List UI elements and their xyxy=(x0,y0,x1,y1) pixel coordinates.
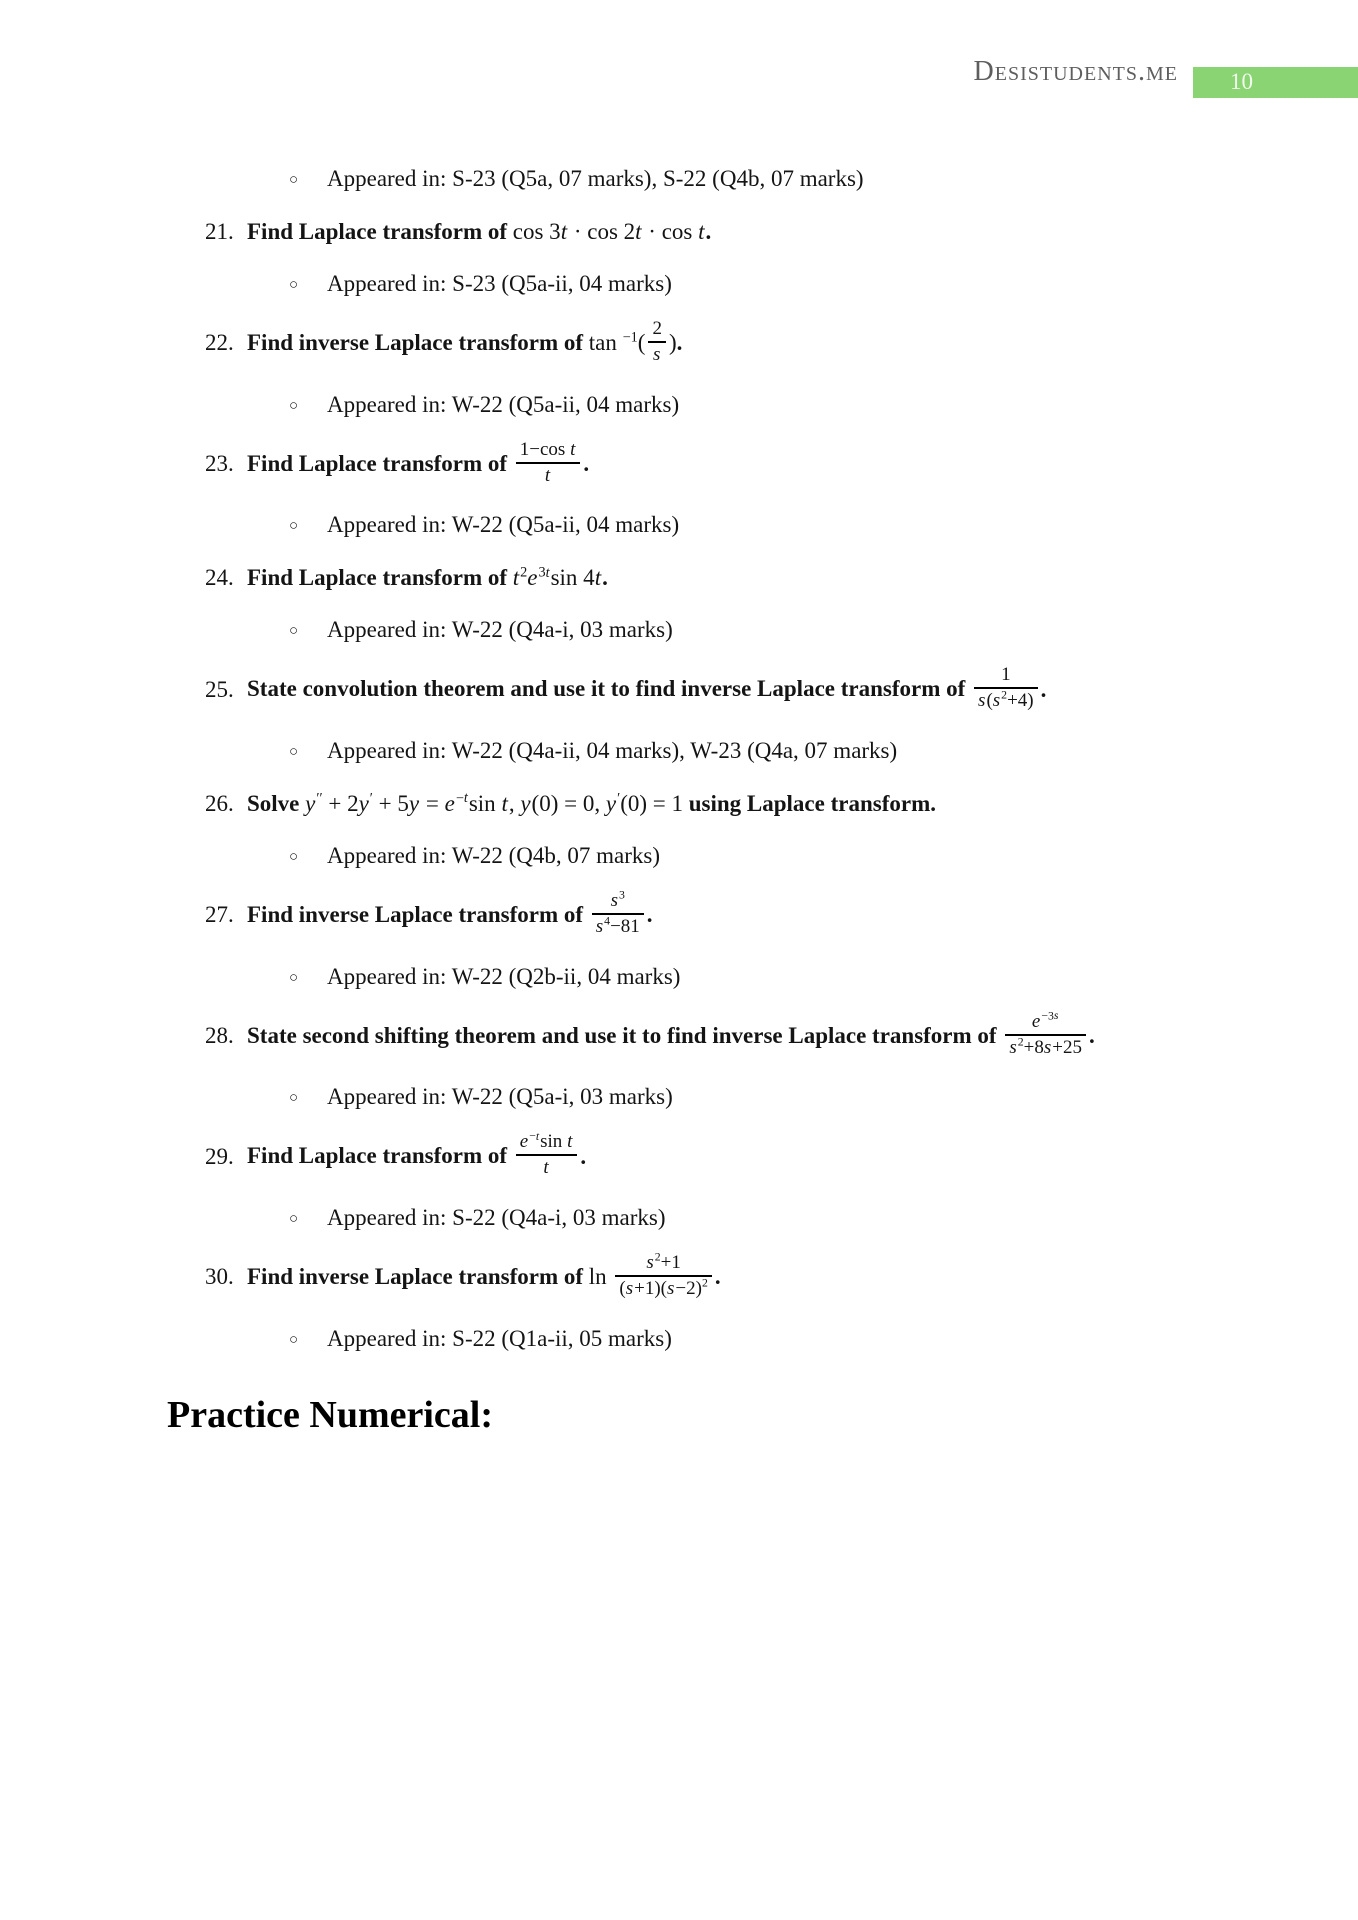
appeared-bullet xyxy=(0,268,1358,301)
question-item xyxy=(0,562,1358,594)
circle-bullet-icon: ○ xyxy=(289,849,299,866)
question-math: $\frac{e^{-t}\sin t}{t}$ . xyxy=(513,1144,586,1169)
appeared-text: Appeared in: W-22 (Q4a-i, 03 marks) xyxy=(327,617,673,643)
question-lead: Solve xyxy=(247,791,306,817)
circle-bullet-icon: ○ xyxy=(289,969,299,986)
circle-bullet-icon: ○ xyxy=(289,744,299,761)
question-item xyxy=(0,1130,1358,1182)
question-lead: Find inverse Laplace transform of xyxy=(247,1264,589,1290)
appeared-bullet xyxy=(0,509,1358,542)
question-math: $t^2e^{3t}\sin$ 4t. xyxy=(512,564,608,591)
question-number: 30. xyxy=(205,1264,234,1290)
question-item xyxy=(0,318,1358,369)
question-number: 23. xyxy=(205,450,234,476)
question-number: 27. xyxy=(205,902,234,928)
appeared-bullet xyxy=(0,1202,1358,1235)
site-name: Desistudents.me xyxy=(973,56,1178,87)
question-lead: State convolution theorem and use it to find inverse Laplace transform of xyxy=(247,676,972,702)
appeared-bullet xyxy=(0,1081,1358,1114)
question-math: $\frac{e^{-3s}}{s^2+8s+25}$ . xyxy=(1002,1023,1094,1048)
appeared-text: Appeared in: W-22 (Q5a-i, 03 marks) xyxy=(327,1084,673,1110)
question-item xyxy=(0,216,1358,248)
question-number: 22. xyxy=(205,330,234,356)
circle-bullet-icon: ○ xyxy=(289,277,299,293)
circle-bullet-icon: ○ xyxy=(289,172,299,188)
question-list xyxy=(0,163,1358,1436)
question-number: 25. xyxy=(205,676,234,702)
appeared-text: Appeared in: S-23 (Q5a-ii, 04 marks) xyxy=(327,271,672,296)
question-item xyxy=(0,1009,1358,1062)
circle-bullet-icon: ○ xyxy=(289,397,299,414)
question-math: tan $^{-1}$( $\frac{2}{s}$ ). xyxy=(588,318,683,365)
circle-bullet-icon: ○ xyxy=(289,1090,299,1107)
question-number: 24. xyxy=(205,565,234,591)
question-item xyxy=(0,1250,1358,1303)
appeared-text: Appeared in: W-22 (Q2b-ii, 04 marks) xyxy=(327,963,681,989)
appeared-text: Appeared in: W-22 (Q5a-ii, 04 marks) xyxy=(327,512,680,538)
appeared-text: Appeared in: S-22 (Q4a-i, 03 marks) xyxy=(327,1205,666,1231)
circle-bullet-icon: ○ xyxy=(289,518,299,535)
question-item xyxy=(0,788,1358,820)
question-item xyxy=(0,888,1358,941)
question-number: 28. xyxy=(205,1022,234,1048)
question-math: $\frac{s^3}{s^4-81}$ . xyxy=(589,902,653,927)
page-number: 10 xyxy=(1230,69,1253,94)
appeared-text: Appeared in: W-22 (Q4a-ii, 04 marks), W-23 (Q4a, 07 marks) xyxy=(327,738,898,764)
question-math: $\frac{1}{s(s^2+4)}$ . xyxy=(971,677,1046,702)
question-item xyxy=(0,664,1358,715)
question-lead: Find inverse Laplace transform of xyxy=(247,902,589,928)
appeared-text: Appeared in: W-22 (Q4b, 07 marks) xyxy=(327,843,660,869)
question-math: ln $\frac{s^2+1}{(s+1)(s-2)^2}$ . xyxy=(588,1250,721,1299)
appeared-bullet xyxy=(0,163,1358,196)
question-math: $\frac{\text{1−cos t}}{t}$ . xyxy=(513,451,589,476)
circle-bullet-icon: ○ xyxy=(289,623,299,640)
question-number: 29. xyxy=(205,1143,234,1169)
appeared-text: Appeared in: S-23 (Q5a, 07 marks), S-22 (Q4b, 07 marks) xyxy=(327,166,864,191)
appeared-bullet xyxy=(0,840,1358,873)
question-math: $y'' + 2y' + 5y = e^{-t}\sin$ t, y(0) = 0, y′(0) = 1 xyxy=(305,790,683,817)
practice-numerical-heading: Practice Numerical: xyxy=(167,1393,493,1436)
appeared-bullet xyxy=(0,614,1358,647)
circle-bullet-icon: ○ xyxy=(289,1211,299,1228)
question-math: cos 3t · cos 2t · cos t. xyxy=(512,219,712,244)
appeared-bullet xyxy=(0,961,1358,994)
question-lead: Find Laplace transform of xyxy=(247,219,513,244)
appeared-bullet xyxy=(0,735,1358,768)
question-lead: Find Laplace transform of xyxy=(247,565,513,591)
question-number: 21. xyxy=(205,219,234,244)
appeared-bullet xyxy=(0,389,1358,422)
question-lead: Find Laplace transform of xyxy=(247,450,513,476)
question-number: 26. xyxy=(205,791,234,817)
appeared-text: Appeared in: S-22 (Q1a-ii, 05 marks) xyxy=(327,1325,672,1351)
circle-bullet-icon: ○ xyxy=(289,1331,299,1348)
question-lead: State second shifting theorem and use it to find inverse Laplace transform of xyxy=(247,1022,1003,1048)
appeared-bullet xyxy=(0,1323,1358,1356)
page-number-badge xyxy=(1193,67,1358,98)
question-tail: using Laplace transform. xyxy=(682,791,936,817)
appeared-text: Appeared in: W-22 (Q5a-ii, 04 marks) xyxy=(327,391,680,417)
question-item xyxy=(0,438,1358,490)
question-lead: Find inverse Laplace transform of xyxy=(247,330,589,356)
question-lead: Find Laplace transform of xyxy=(247,1143,513,1169)
